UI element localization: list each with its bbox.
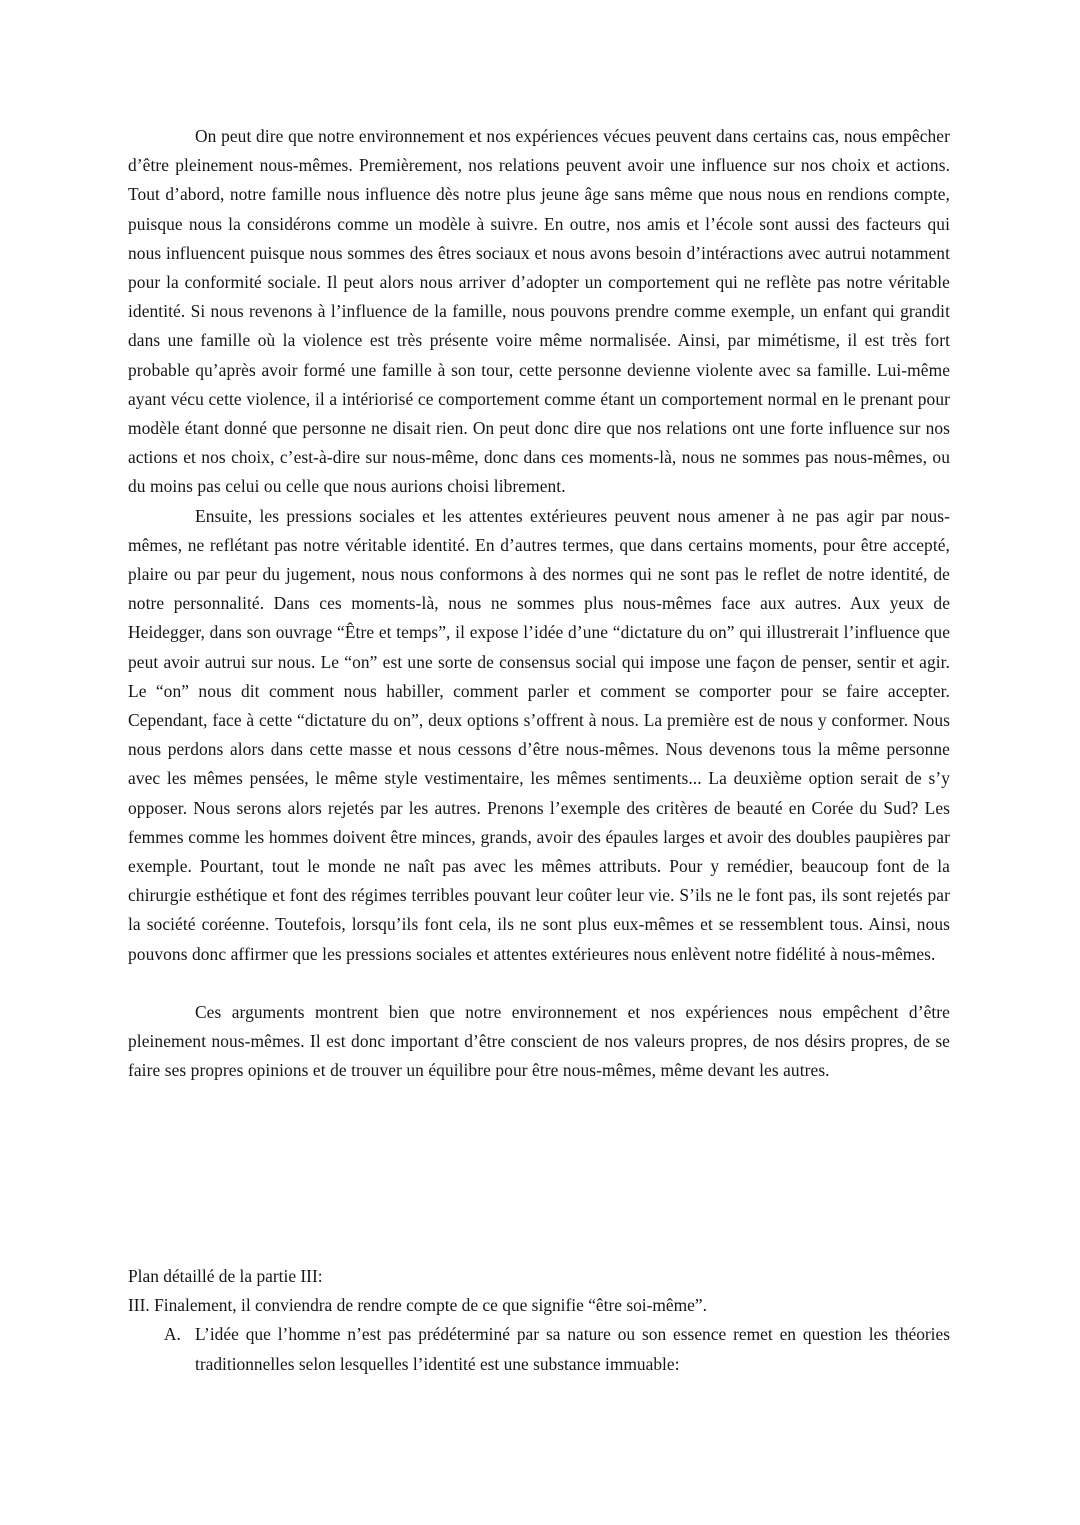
outline-item-a-text: L’idée que l’homme n’est pas prédéterminé par sa nature ou son essence remet en question les théories traditionnelles selon lesquelles l’identité est une substance immuable:: [195, 1324, 950, 1374]
outline-item-a: [128, 1320, 950, 1378]
outline-section: [128, 1262, 950, 1379]
body-text-column: [128, 122, 950, 1086]
paragraph-social-pressure: Ensuite, les pressions sociales et les attentes extérieures peuvent nous amener à ne pas agir par nous-mêmes, ne reflétant pas notre véritable identité. En d’autres termes, que dans certains moments, pour être accepté, plaire ou par peur du jugement, nous nous conformons à des normes qui ne sont pas le reflet de notre identité, de notre personnalité. Dans ces moments-là, nous ne sommes plus nous-mêmes face aux autres. Aux yeux de Heidegger, dans son ouvrage “Être et temps”, il expose l’idée d’une “dictature du on” qui illustrerait l’influence que peut avoir autrui sur nous. Le “on” est une sorte de consensus social qui impose une façon de penser, sentir et agir. Le “on” nous dit comment nous habiller, comment parler et comment se comporter pour se faire accepter. Cependant, face à cette “dictature du on”, deux options s’offrent à nous. La première est de nous y conformer. Nous nous perdons alors dans cette masse et nous cessons d’être nous-mêmes. Nous devenons tous la même personne avec les mêmes pensées, le même style vestimentaire, les mêmes sentiments... La deuxième option serait de s’y opposer. Nous serons alors rejetés par les autres. Prenons l’exemple des critères de beauté en Corée du Sud? Les femmes comme les hommes doivent être minces, grands, avoir des épaules larges et avoir des doubles paupières par exemple. Pourtant, tout le monde ne naît pas avec les mêmes attributs. Pour y remédier, beaucoup font de la chirurgie esthétique et font des régimes terribles pouvant leur coûter leur vie. S’ils ne le font pas, ils sont rejetés par la société coréenne. Toutefois, lorsqu’ils font cela, ils ne sont plus eux-mêmes et se ressemblent tous. Ainsi, nous pouvons donc affirmer que les pressions sociales et attentes extérieures nous enlèvent notre fidélité à nous-mêmes.: [128, 505, 950, 964]
outline-item-iii: III. Finalement, il conviendra de rendre compte de ce que signifie “être soi-même”.: [128, 1295, 707, 1316]
paragraph-conclusion: Ces arguments montrent bien que notre environnement et nos expériences nous empêchent d’être pleinement nous-mêmes. Il est donc important d’être conscient de nos valeurs propres, de nos désirs propres, de se faire ses propres opinions et de trouver un équilibre pour être nous-mêmes, même devant les autres.: [128, 1002, 950, 1081]
outline-item-a-marker: A.: [164, 1324, 181, 1345]
essay-body: [128, 122, 950, 1086]
paragraph-relations: On peut dire que notre environnement et nos expériences vécues peuvent dans certains cas, nous empêcher d’être pleinement nous-mêmes. Premièrement, nos relations peuvent avoir une influence sur nos choix et actions. Tout d’abord, notre famille nous influence dès notre plus jeune âge sans même que nous nous en rendions compte, puisque nous la considérons comme un modèle à suivre. En outre, nos amis et l’école sont aussi des facteurs qui nous influencent puisque nous sommes des êtres sociaux et nous avons besoin d’intéractions avec autrui notamment pour la conformité sociale. Il peut alors nous arriver d’adopter un comportement qui ne reflète pas notre véritable identité. Si nous revenons à l’influence de la famille, nous pouvons prendre comme exemple, un enfant qui grandit dans une famille où la violence est très présente voire même normalisée. Ainsi, par mimétisme, il est très fort probable qu’après avoir formé une famille à son tour, cette personne devienne violente avec sa famille. Lui-même ayant vécu cette violence, il a intériorisé ce comportement comme étant un comportement normal en le prenant pour modèle étant donné que personne ne disait rien. On peut donc dire que nos relations ont une forte influence sur nos actions et nos choix, c’est-à-dire sur nous-même, donc dans ces moments-là, nous ne sommes pas nous-mêmes, ou du moins pas celui ou celle que nous aurions choisi librement.: [128, 126, 950, 497]
outline-heading: Plan détaillé de la partie III:: [128, 1266, 323, 1286]
